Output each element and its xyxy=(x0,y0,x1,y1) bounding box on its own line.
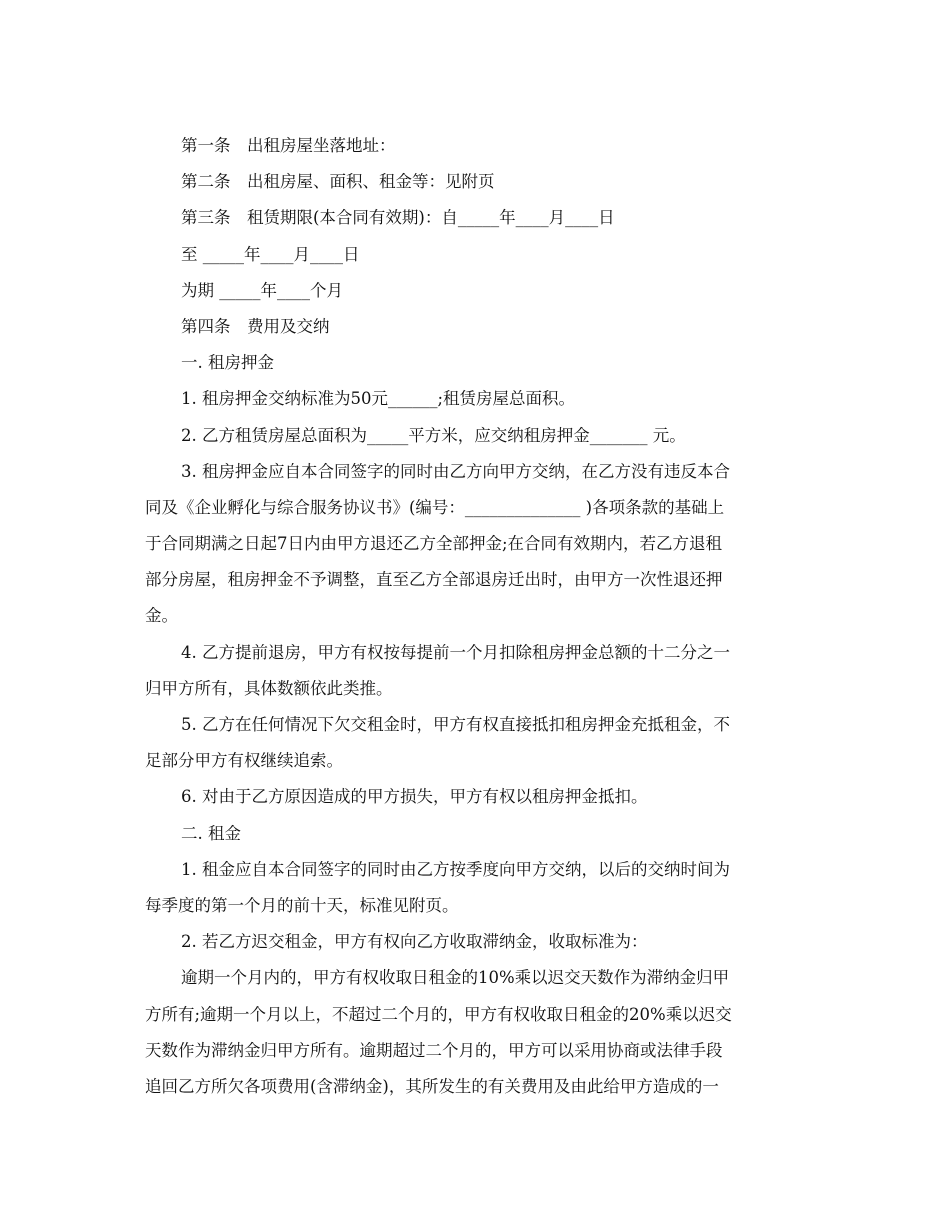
rent-item-1-line-2: 每季度的第一个月的前十天，标准见附页。 xyxy=(145,895,459,915)
rent-item-2: 2. 若乙方迟交租金，甲方有权向乙方收取滞纳金，收取标准为： xyxy=(181,932,648,952)
deposit-item-2: 2. 乙方租赁房屋总面积为_____平方米，应交纳租房押金_______ 元。 xyxy=(181,425,686,445)
clause-3-term-start: 第三条 租赁期限(本合同有效期)：自_____年____月____日 xyxy=(181,208,615,228)
deposit-item-1: 1. 租房押金交纳标准为50元______;租赁房屋总面积。 xyxy=(181,389,576,409)
section-deposit-heading: 一. 租房押金 xyxy=(181,353,274,373)
deposit-item-4-line-1: 4. 乙方提前退房，甲方有权按每提前一个月扣除租房押金总额的十二分之一 xyxy=(181,642,730,662)
deposit-item-3-line-1: 3. 租房押金应自本合同签字的同时由乙方向甲方交纳，在乙方没有违反本合 xyxy=(181,461,730,481)
late-fee-line-1: 逾期一个月内的，甲方有权收取日租金的10%乘以迟交天数作为滞纳金归甲 xyxy=(181,968,730,988)
deposit-item-3-line-3: 于合同期满之日起7日内由甲方退还乙方全部押金;在合同有效期内，若乙方退租 xyxy=(145,534,723,554)
deposit-item-5-line-1: 5. 乙方在任何情况下欠交租金时，甲方有权直接抵扣租房押金充抵租金，不 xyxy=(181,715,730,734)
deposit-item-6: 6. 对由于乙方原因造成的甲方损失，甲方有权以租房押金抵扣。 xyxy=(181,787,648,807)
late-fee-line-3: 天数作为滞纳金归甲方所有。逾期超过二个月的，甲方可以采用协商或法律手段 xyxy=(145,1040,723,1060)
late-fee-line-4: 追回乙方所欠各项费用(含滞纳金)，其所发生的有关费用及由此给甲方造成的一 xyxy=(145,1076,719,1096)
deposit-item-3-line-2: 同及《企业孵化与综合服务协议书》(编号：______________ )各项条款的基础上 xyxy=(145,497,725,517)
clause-3-term-duration: 为期 _____年____个月 xyxy=(181,280,343,300)
clause-4-heading: 第四条 费用及交纳 xyxy=(181,316,330,336)
deposit-item-3-line-5: 金。 xyxy=(145,606,178,626)
rent-item-1-line-1: 1. 租金应自本合同签字的同时由乙方按季度向甲方交纳，以后的交纳时间为 xyxy=(181,859,730,879)
deposit-item-5-line-2: 足部分甲方有权继续追索。 xyxy=(145,751,343,771)
clause-2-property: 第二条 出租房屋、面积、租金等：见附页 xyxy=(181,172,495,192)
deposit-item-3-line-4: 部分房屋，租房押金不予调整，直至乙方全部退房迁出时，由甲方一次性退还押 xyxy=(145,570,723,590)
clause-1-address: 第一条 出租房屋坐落地址： xyxy=(181,136,396,155)
document-body xyxy=(145,128,810,1105)
section-rent-heading: 二. 租金 xyxy=(181,823,241,843)
deposit-item-4-line-2: 归甲方所有，具体数额依此类推。 xyxy=(145,678,393,698)
late-fee-line-2: 方所有;逾期一个月以上，不超过二个月的，甲方有权收取日租金的20%乘以迟交 xyxy=(145,1004,732,1024)
clause-3-term-end: 至 _____年____月____日 xyxy=(181,244,360,264)
